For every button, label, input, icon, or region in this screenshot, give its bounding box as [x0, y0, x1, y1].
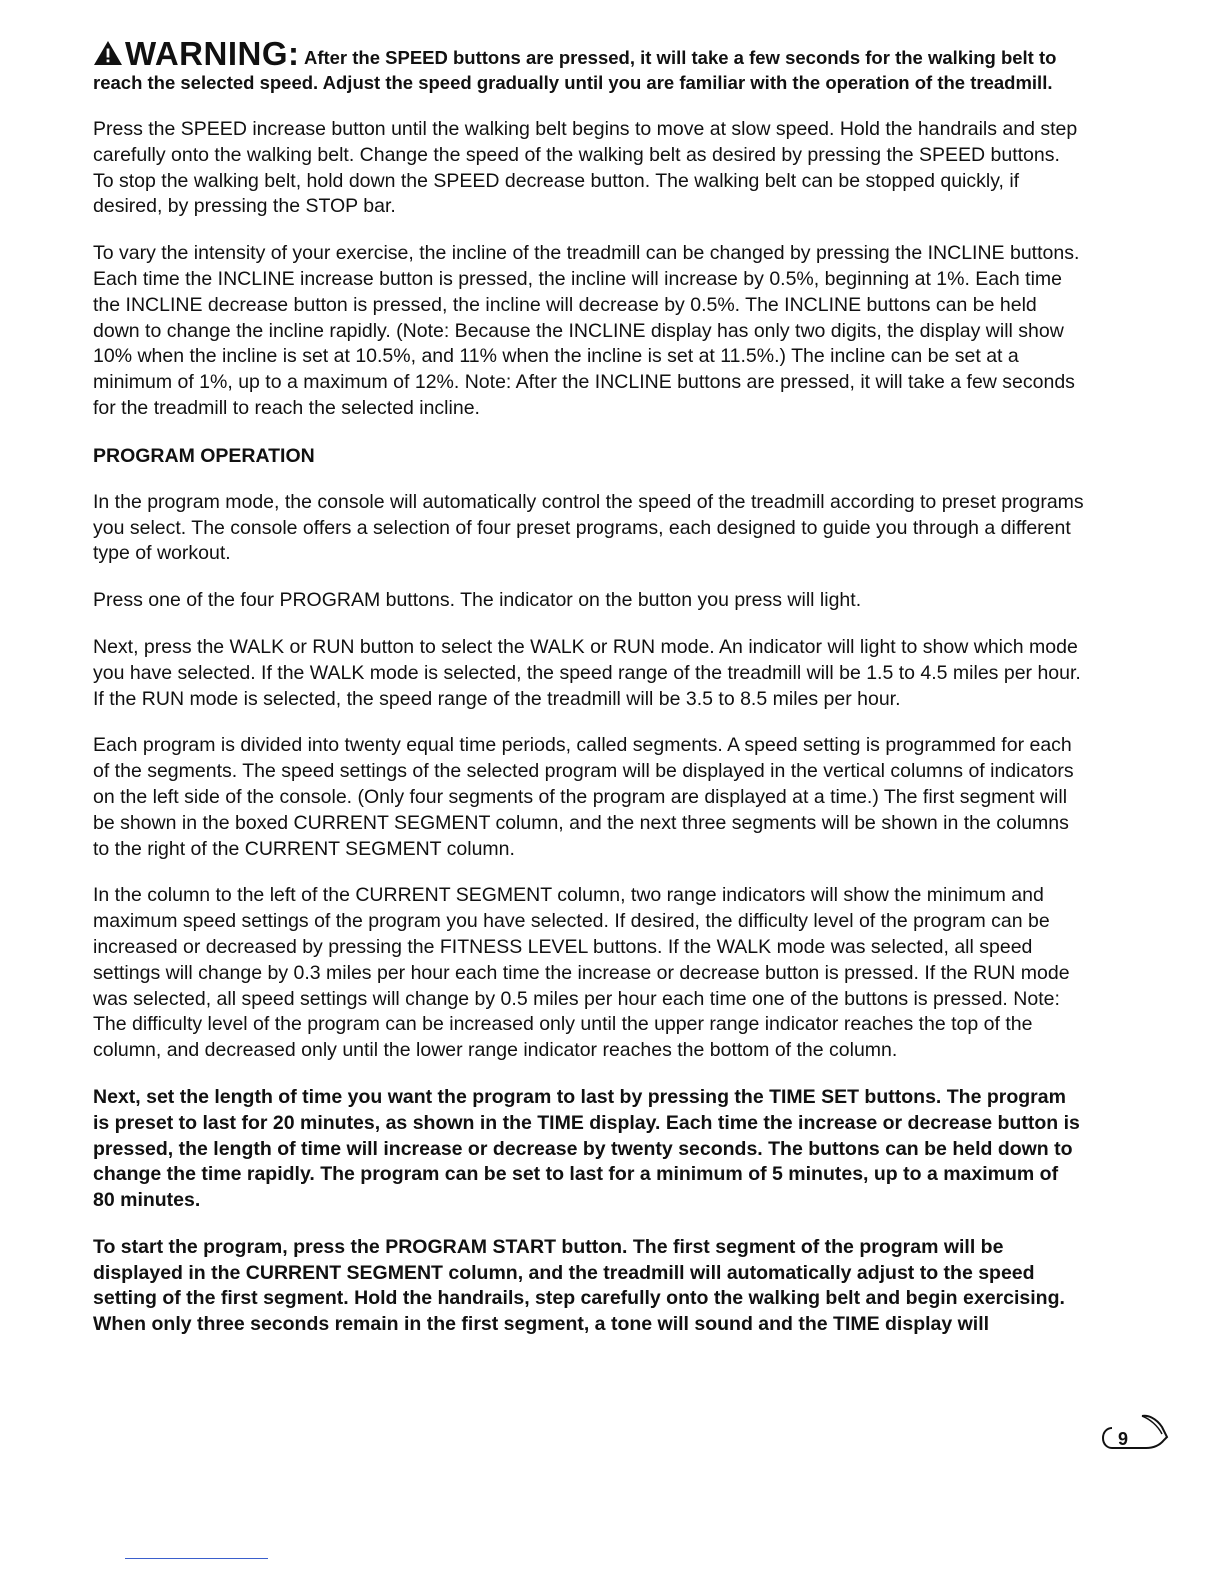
- section-heading: PROGRAM OPERATION: [93, 444, 315, 467]
- paragraph-speed: Press the SPEED increase button until the walking belt begins to move at slow speed. Hold the handrails and step carefully onto the walking belt. Change the speed of the walking belt as desired by pressing the SPEED buttons. To stop the walking belt, hold down the SPEED decrease button. The walking belt can be stopped quickly, if desired, by pressing the STOP bar.: [93, 118, 1078, 218]
- paragraph-incline: To vary the intensity of your exercise, the incline of the treadmill can be changed by pressing the INCLINE buttons. Each time the INCLINE increase button is pressed, the incline will increase by 0.5%, beginning at 1%. Each time the INCLINE decrease button is pressed, the incline will decrease by 0.5%. The INCLINE buttons can be held down to change the incline rapidly. (Note: Because the INCLINE display has only two digits, the display will show 10% when the incline is set at 10.5%, and 11% when the incline is set at 11.5%.) The incline can be set at a minimum of 1%, up to a maximum of 12%. Note: After the INCLINE buttons are pressed, it will take a few seconds for the treadmill to reach the selected incline.: [93, 242, 1080, 419]
- footer-rule: [125, 1558, 268, 1559]
- page-number: 9: [1118, 1429, 1129, 1449]
- paragraph-program-start: To start the program, press the PROGRAM START button. The first segment of the program will be displayed in the CURRENT SEGMENT column, and the treadmill will automatically adjust to the speed setting of the first segment. Hold the handrails, step carefully onto the walking belt and begin exercising. When only three seconds remain in the first segment, a tone will sound and the TIME display will: [93, 1235, 1065, 1336]
- warning-triangle-icon: [93, 40, 123, 66]
- paragraph-range-indicators: In the column to the left of the CURRENT SEGMENT column, two range indicators will show the minimum and maximum speed settings of the program you have selected. If desired, the difficulty level of the program can be increased or decreased by pressing the FITNESS LEVEL buttons. If the WALK mode was selected, all speed settings will change by 0.3 miles per hour each time the increase or decrease button is pressed. If the RUN mode was selected, all speed settings will change by 0.5 miles per hour each time one of the buttons is pressed. Note: The difficulty level of the program can be increased only until the upper range indicator reaches the top of the column, and decreased only until the lower range indicator reaches the bottom of the column.: [93, 884, 1070, 1062]
- manual-page: [93, 35, 1085, 1359]
- paragraph-time-set: Next, set the length of time you want the program to last by pressing the TIME SET buttons. The program is preset to last for 20 minutes, as shown in the TIME display. Each time the increase or decrease button is pressed, the length of time will increase or decrease by twenty seconds. The buttons can be held down to change the time rapidly. The program can be set to last for a minimum of 5 minutes, up to a maximum of 80 minutes.: [93, 1085, 1080, 1212]
- warning-label: WARNING:: [125, 35, 300, 72]
- paragraph-program-buttons: Press one of the four PROGRAM buttons. The indicator on the button you press will light.: [93, 589, 862, 612]
- paragraph-segments: Each program is divided into twenty equal time periods, called segments. A speed setting is programmed for each of the segments. The speed settings of the selected program will be displayed in the vertical columns of indicators on the left side of the console. (Only four segments of the program are displayed at a time.) The first segment will be shown in the boxed CURRENT SEGMENT column, and the next three segments will be shown in the columns to the right of the CURRENT SEGMENT column.: [93, 734, 1074, 860]
- page-number-tab-icon: [1098, 1410, 1178, 1466]
- warning-block: [93, 35, 1085, 95]
- paragraph-program-mode: In the program mode, the console will automatically control the speed of the treadmill according to preset programs you select. The console offers a selection of four preset programs, each designed to guide you through a different type of workout.: [93, 490, 1084, 565]
- page-number-badge: [1098, 1410, 1178, 1466]
- warning-text: After the SPEED buttons are pressed, it will take a few seconds for the walking belt to reach the selected speed. Adjust the speed gradually until you are familiar with the operation of the treadmill.: [93, 47, 1057, 93]
- paragraph-walk-run: Next, press the WALK or RUN button to select the WALK or RUN mode. An indicator will light to show which mode you have selected. If the WALK mode is selected, the speed range of the treadmill will be 1.5 to 4.5 miles per hour. If the RUN mode is selected, the speed range of the treadmill will be 3.5 to 8.5 miles per hour.: [93, 635, 1081, 710]
